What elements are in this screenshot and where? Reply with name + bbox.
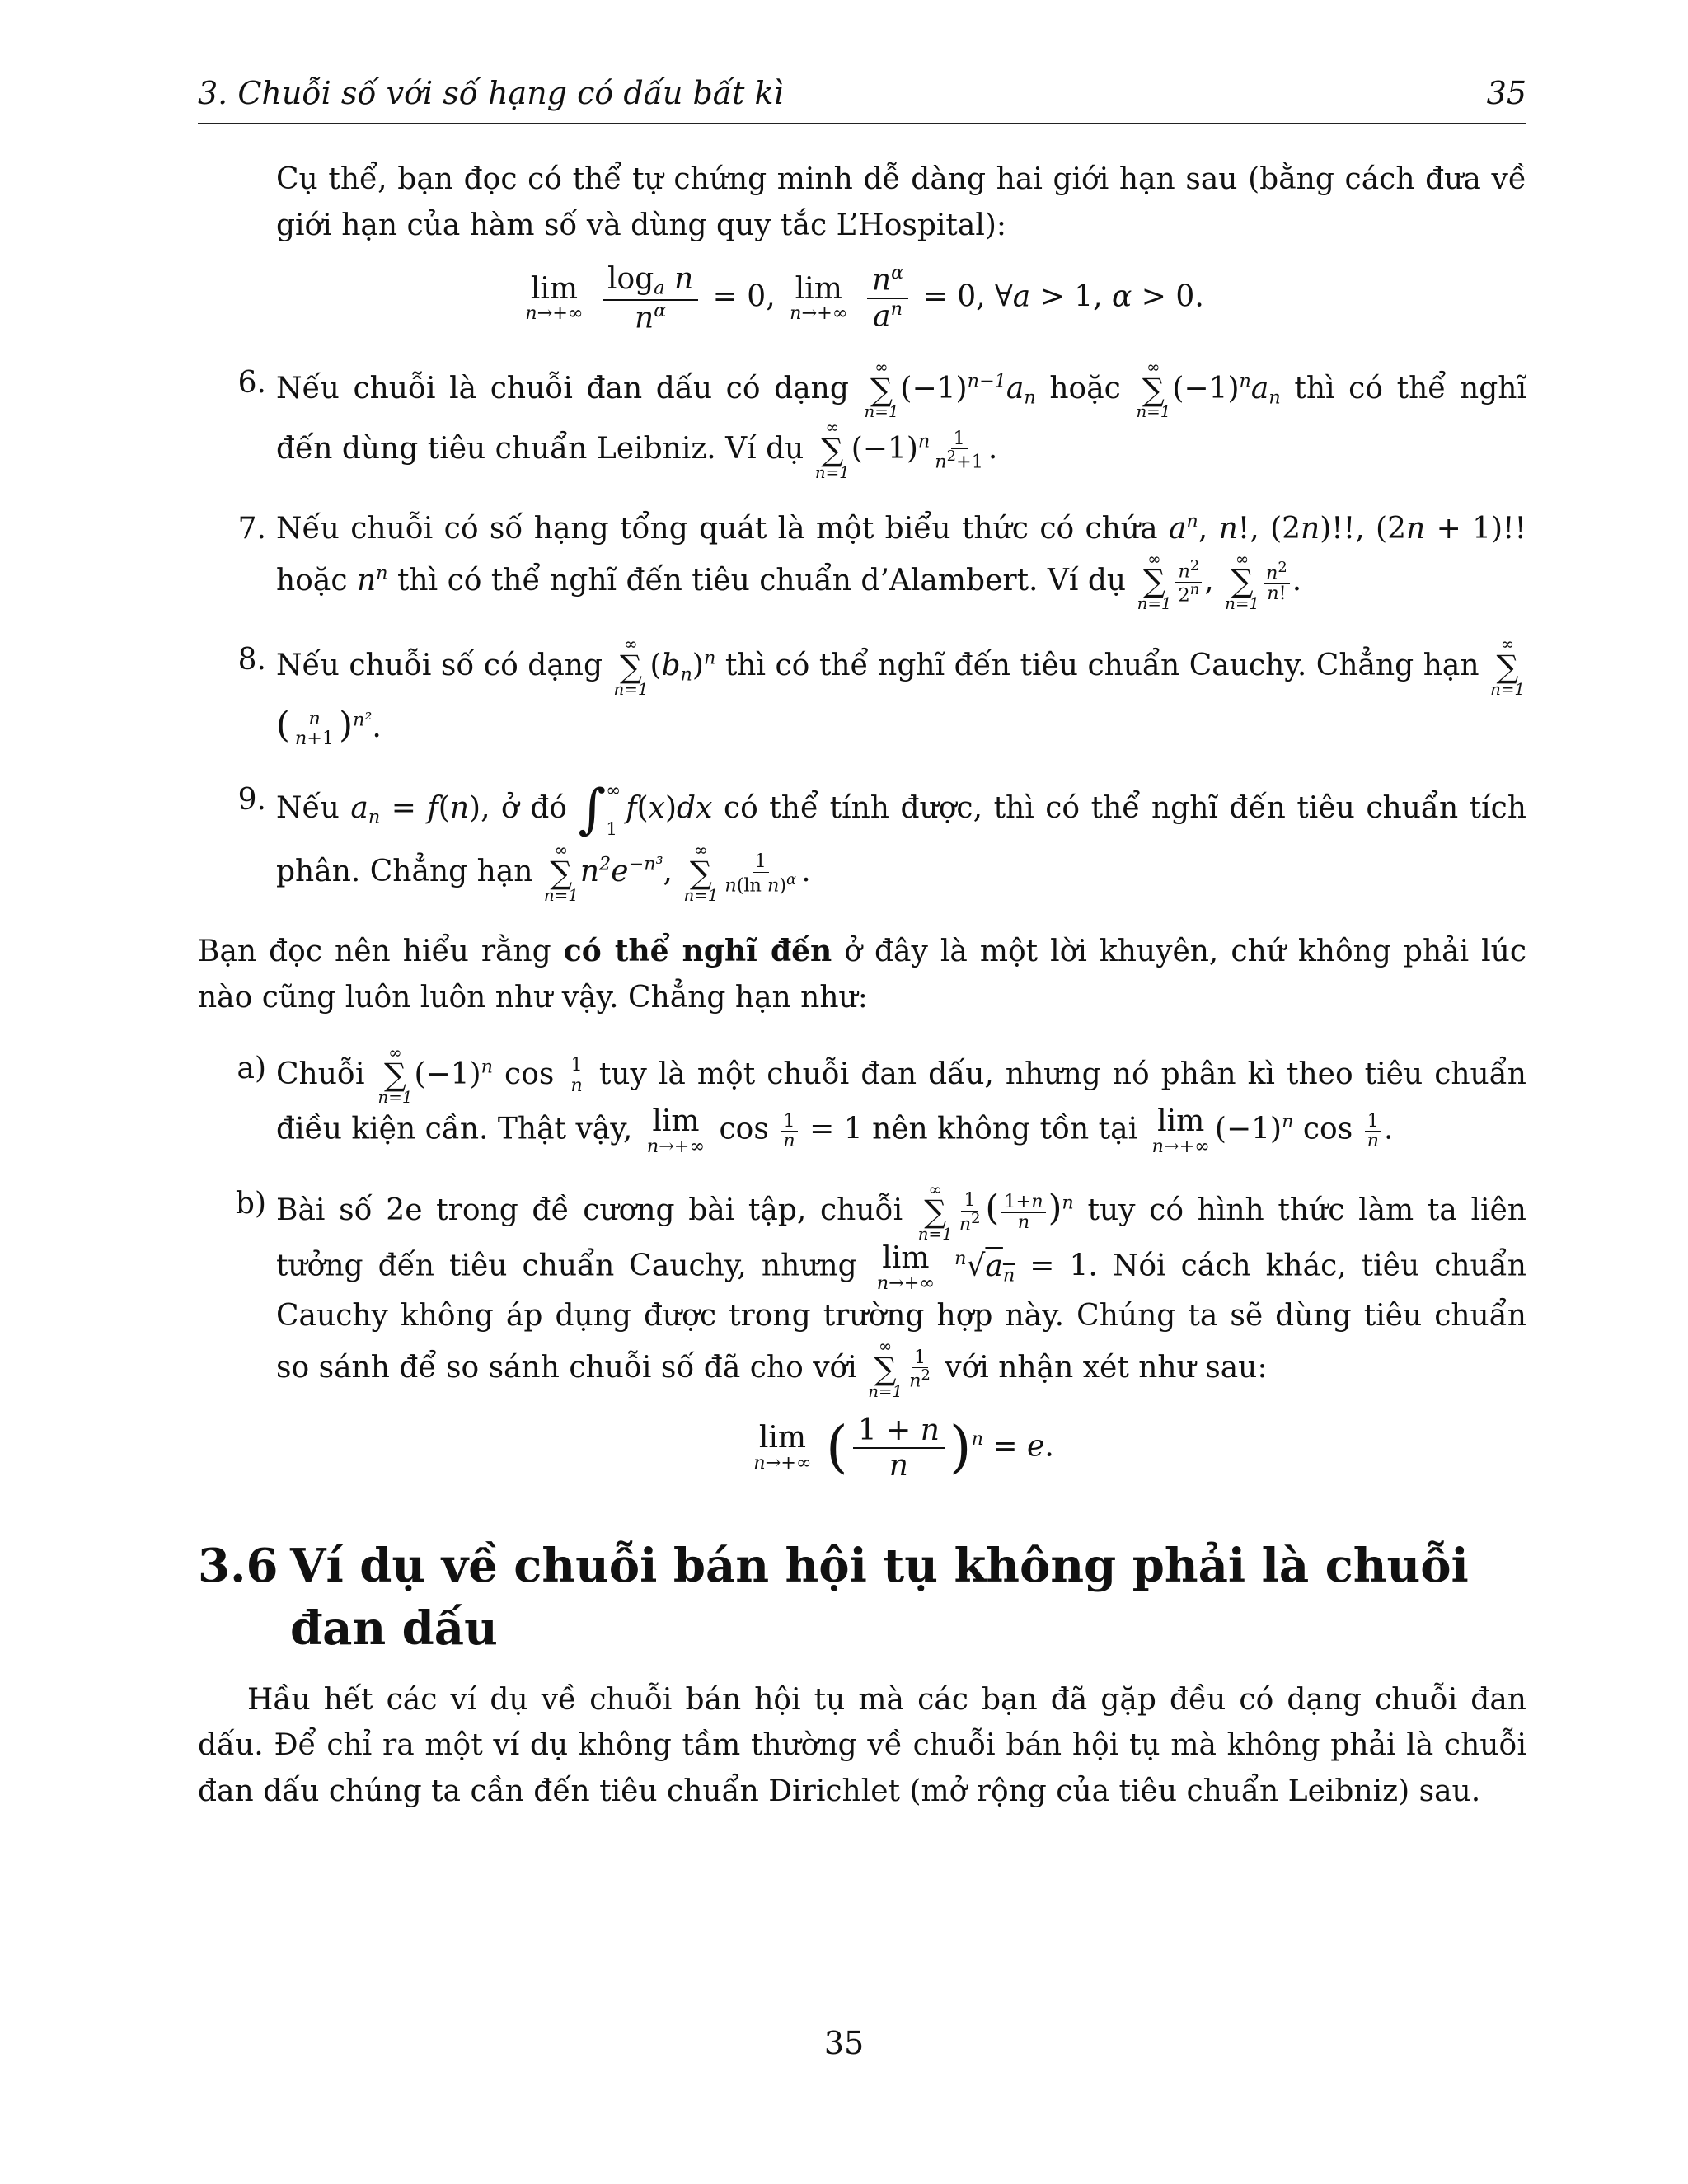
- emphasis-text: có thể nghĩ đến: [563, 933, 832, 968]
- list-item-7: 7. Nếu chuỗi có số hạng tổng quát là một biểu thức có chứa $a^n$, n!, (2n)!!, (2n + 1)!! hoặc $n^n$ thì có thể nghĩ đến tiêu chuẩn d’Alambert. Ví dụ ∞ ∑ n=1 $\frac{n^2}{2^n}$ , ∞ ∑ n=1 $\frac{n^2}{n!}$ .: [237, 510, 1526, 614]
- case-a: a) Chuỗi ∞ ∑ n=1 $(-1)^n$ cos $\frac{1}{n}$ tuy là một chuỗi đan dấu, nhưng nó phân kì theo tiêu chuẩn điều kiện cần. Thật vậy, lim n→+∞ cos $\frac{1}{n}$ = 1 nên không tồn tại lim n→+∞ $(-1)^n$ cos $\frac{1}{n}$ .: [237, 1043, 1526, 1157]
- chapter-title: 3. Chuỗi số với số hạng có dấu bất kì: [198, 75, 784, 111]
- list-item-9: 9. Nếu $a_n = f(n)$, ở đó ∫ ∞ 1 f(x)dx có thể tính được, thì có thể nghĩ đến tiêu chuẩn tích phân. Chẳng hạn ∞ ∑ n=1 $n^2e^{-n^3}$, ∞ ∑ n=1 $\frac{1}{n(\ln n)^\alpha}$ .: [237, 779, 1526, 906]
- section-paragraph: Hầu hết các ví dụ về chuỗi bán hội tụ mà các bạn đã gặp đều có dạng chuỗi đan dấu. Để chỉ ra một ví dụ không tầm thường về chuỗi bán hội tụ mà không phải là chuỗi đan dấu chúng ta cần đến tiêu chuẩn Dirichlet (mở rộng của tiêu chuẩn Leibniz) sau.: [198, 1682, 1526, 1809]
- display-equation-e: lim n→+∞ ( $\frac{1 + n}{n}$ )$^n$ = e.: [753, 1413, 1054, 1483]
- footer-page-number: 35: [823, 2025, 865, 2061]
- case-b: b) Bài số 2e trong đề cương bài tập, chuỗi ∞ ∑ n=1 $\frac{1}{n^2}$ ( $\frac{1+n}{n}$ )$^n$ tuy có hình thức làm ta liên tưởng đến tiêu chuẩn Cauchy, nhưng lim n→+∞ $^n√a_n = 1$. Nói cách khác, tiêu chuẩn Cauchy không áp dụng được trong trường hợp này. Chúng ta sẽ dùng tiêu chuẩn so sánh để so sánh chuỗi số đã cho với ∞ ∑ n=1 $\frac{1}{n^2}$ với nhận xét như sau: lim n→+∞ ( $\frac{1 + n}{n}$ )$^n$ = e.: [235, 1179, 1526, 1483]
- running-header: [198, 69, 1526, 124]
- note-paragraph: Bạn đọc nên hiểu rằng có thể nghĩ đến ở đây là một lời khuyên, chứ không phải lúc nào cũng luôn luôn như vậy. Chẳng hạn như:: [198, 933, 1527, 1015]
- list-item-8: 8. Nếu chuỗi số có dạng ∞ ∑ n=1 $(b_n)^n$ thì có thể nghĩ đến tiêu chuẩn Cauchy. Chẳng hạn ∞ ∑ n=1 ( $\frac{n}{n+1}$ )$^{n^2}$.: [237, 635, 1525, 750]
- main-content: [198, 157, 1526, 1815]
- list-item-6: 6. Nếu chuỗi là chuỗi đan dấu có dạng ∞ ∑ n=1 $(-1)^{n-1}a_n$ hoặc ∞ ∑ n=1 $(-1)^na_n$ thì có thể nghĩ đến dùng tiêu chuẩn Leibniz. Ví dụ ∞ ∑ n=1 $(-1)^n$ $\frac{1}{n^2+1}$ .: [237, 357, 1526, 482]
- display-equation-limits: lim n→+∞ $\frac{\log_a n}{n^\alpha}$ = 0, lim n→+∞ $\frac{n^\alpha}{a^n}$ = 0, ∀a > 1, α > 0.: [525, 261, 1204, 335]
- intro-paragraph: Cụ thể, bạn đọc có thể tự chứng minh dễ dàng hai giới hạn sau (bằng cách đưa về giới hạn của hàm số và dùng quy tắc L’Hospital):: [276, 162, 1526, 242]
- section-heading: 3.6 Ví dụ về chuỗi bán hội tụ không phải là chuỗi đan dấu: [198, 1539, 1469, 1656]
- header-page-number: 35: [1486, 75, 1526, 111]
